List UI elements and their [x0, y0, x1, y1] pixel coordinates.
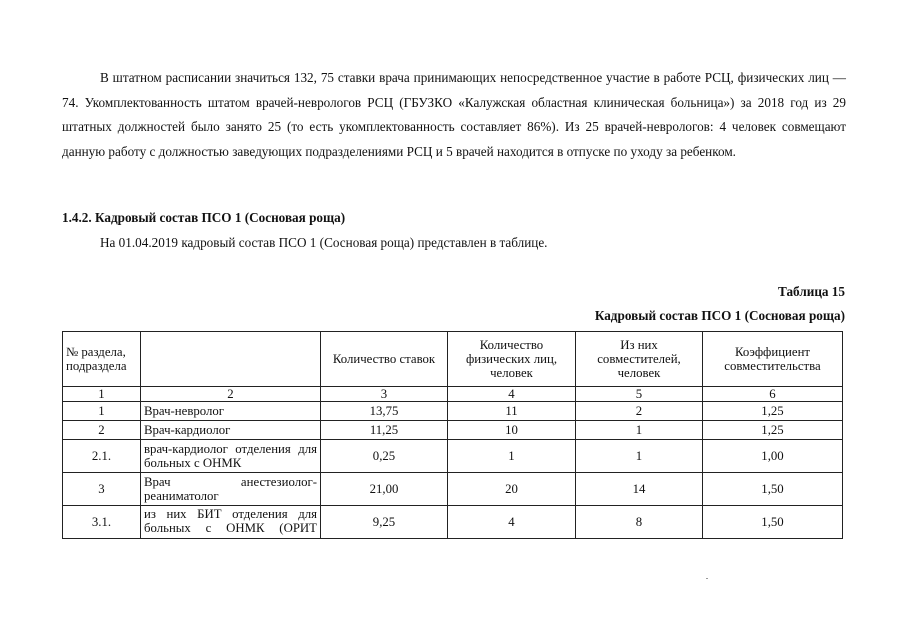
cell-part-timers: 2	[576, 402, 703, 421]
intro-text: На 01.04.2019 кадровый состав ПСО 1 (Сосновая роща) представлен в таблице.	[100, 235, 548, 250]
table-row	[63, 421, 843, 440]
cell-section: 1	[63, 402, 141, 421]
cell-persons: 10	[448, 421, 576, 440]
cell-persons: 20	[448, 473, 576, 506]
column-number: 1	[63, 387, 141, 402]
cell-coefficient: 1,50	[703, 473, 843, 506]
cell-section: 2.1.	[63, 440, 141, 473]
column-number: 5	[576, 387, 703, 402]
scan-speck	[706, 578, 708, 579]
cell-coefficient: 1,25	[703, 421, 843, 440]
header-coefficient: Коэффициент совместительства	[703, 332, 843, 387]
header-section-number: № раздела, подраздела	[63, 332, 141, 387]
cell-coefficient: 1,00	[703, 440, 843, 473]
cell-coefficient: 1,25	[703, 402, 843, 421]
cell-coefficient: 1,50	[703, 506, 843, 539]
column-number: 4	[448, 387, 576, 402]
table-header-row	[63, 332, 843, 387]
staff-table	[62, 331, 843, 539]
cell-persons: 4	[448, 506, 576, 539]
cell-position: из них БИТ отделения для больных с ОНМК (ОРИТ	[141, 506, 321, 539]
cell-position: Врач анестезиолог-реаниматолог	[141, 473, 321, 506]
section-heading: 1.4.2. Кадровый состав ПСО 1 (Сосновая роща)	[62, 210, 346, 225]
cell-part-timers: 1	[576, 421, 703, 440]
table-row	[63, 402, 843, 421]
table-row	[63, 506, 843, 539]
table-row	[63, 440, 843, 473]
header-rates: Количество ставок	[321, 332, 448, 387]
cell-rates: 11,25	[321, 421, 448, 440]
cell-rates: 0,25	[321, 440, 448, 473]
column-number-row	[63, 387, 843, 402]
cell-section: 2	[63, 421, 141, 440]
cell-section: 3	[63, 473, 141, 506]
cell-position: Врач-кардиолог	[141, 421, 321, 440]
cell-position: Врач-невролог	[141, 402, 321, 421]
column-number: 2	[141, 387, 321, 402]
cell-rates: 9,25	[321, 506, 448, 539]
column-number: 3	[321, 387, 448, 402]
cell-rates: 21,00	[321, 473, 448, 506]
body-paragraph: В штатном расписании значиться 132, 75 ставки врача принимающих непосредственное участие в работе РСЦ, физических лиц — 74. Укомплектованность штатом врачей-неврологов РСЦ (ГБУЗКО «Калужская областная клиническая больница») за 2018 год из 29 штатных должностей было занято 25 (то есть укомплектованность составляет 86%). Из 25 врачей-неврологов: 4 человек совмещают данную работу с должностью заведующих подразделениями РСЦ и 5 врачей находится в отпуске по уходу за ребенком.	[62, 70, 846, 159]
cell-section: 3.1.	[63, 506, 141, 539]
header-persons: Количество физических лиц, человек	[448, 332, 576, 387]
header-part-timers: Из них совместителей, человек	[576, 332, 703, 387]
cell-part-timers: 8	[576, 506, 703, 539]
cell-position: врач-кардиолог отделения для больных с ОНМК	[141, 440, 321, 473]
header-position	[141, 332, 321, 387]
cell-persons: 1	[448, 440, 576, 473]
cell-part-timers: 14	[576, 473, 703, 506]
table-number: Таблица 15	[778, 284, 845, 299]
column-number: 6	[703, 387, 843, 402]
cell-rates: 13,75	[321, 402, 448, 421]
cell-persons: 11	[448, 402, 576, 421]
cell-part-timers: 1	[576, 440, 703, 473]
table-row	[63, 473, 843, 506]
table-title: Кадровый состав ПСО 1 (Сосновая роща)	[594, 308, 845, 323]
